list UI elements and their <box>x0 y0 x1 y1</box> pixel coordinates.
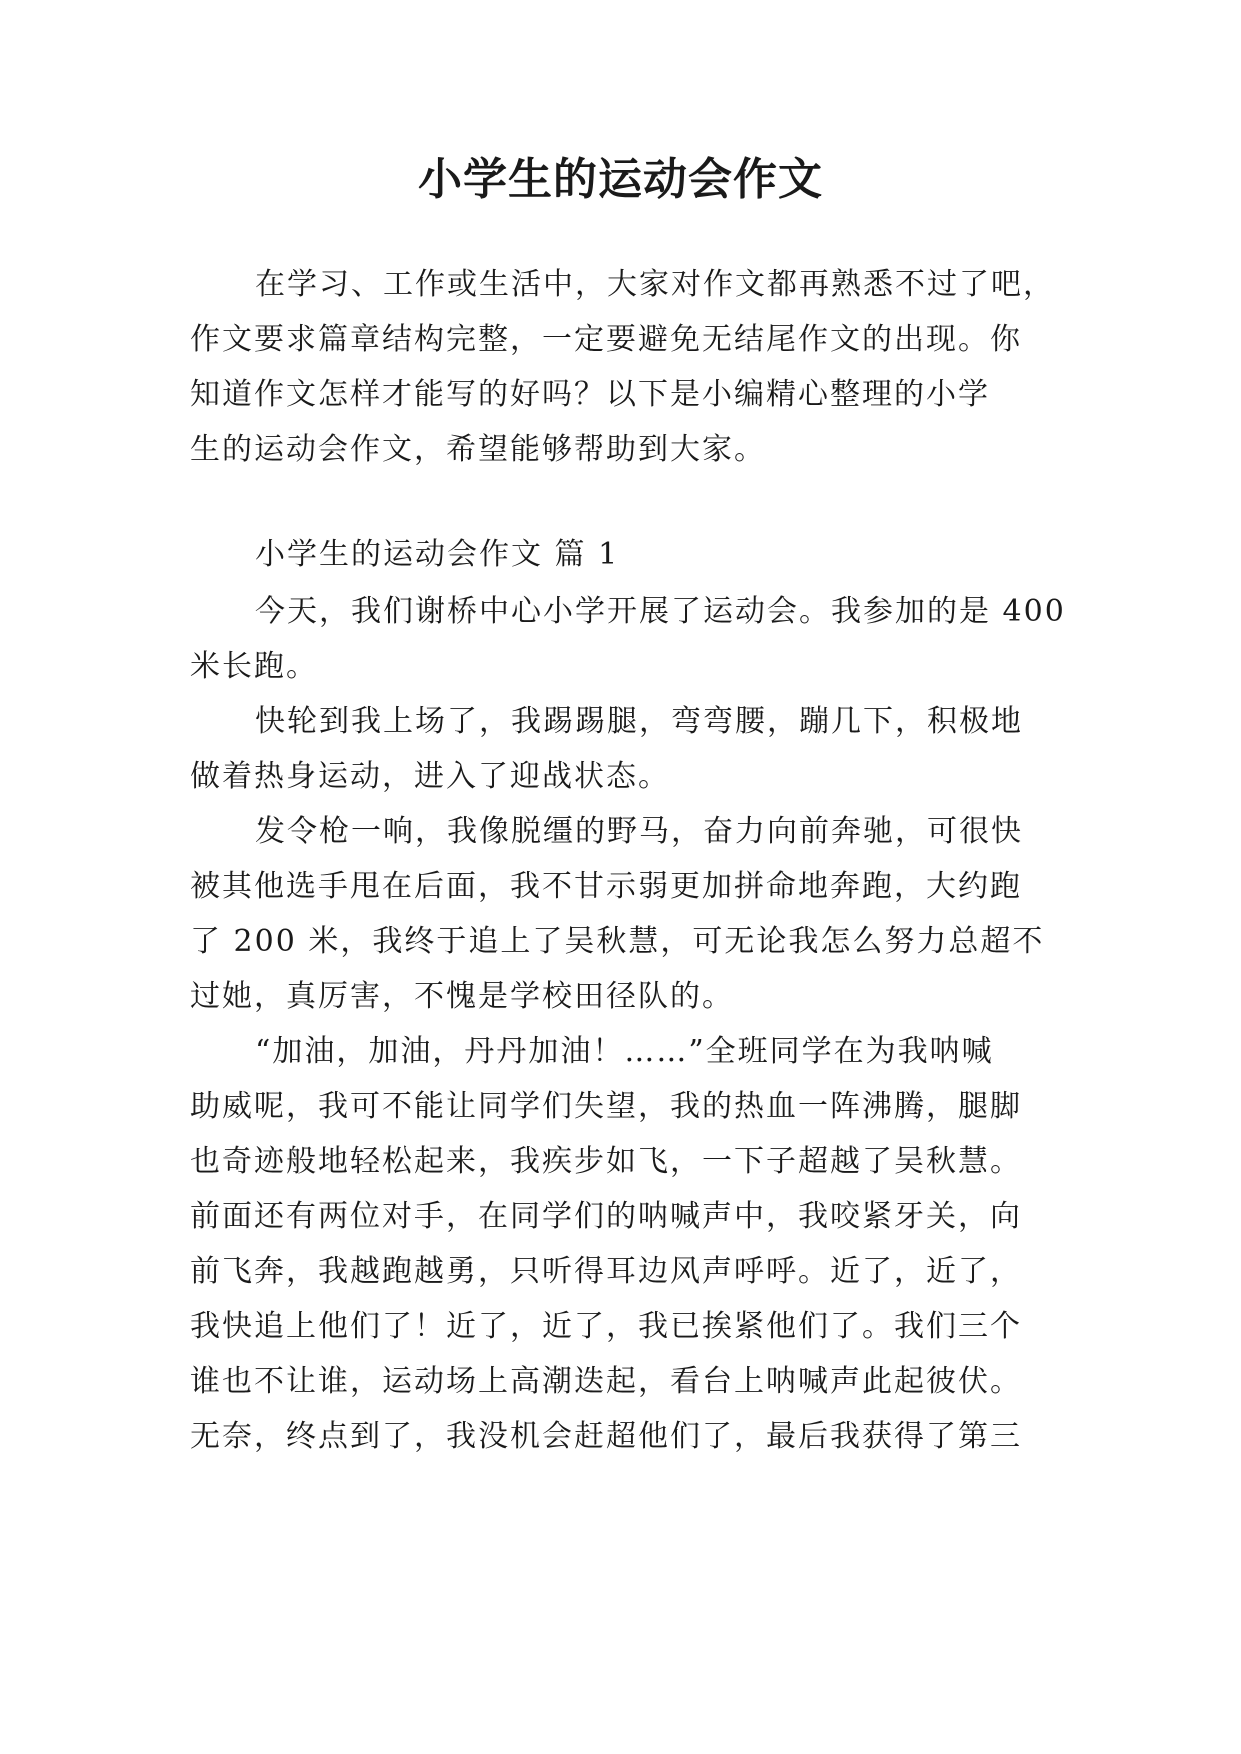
page-title: 小学生的运动会作文 <box>418 154 823 205</box>
text-line: 了 200 米，我终于追上了吴秋慧，可无论我怎么努力总超不 <box>190 924 1045 959</box>
text-line: 过她，真厉害，不愧是学校田径队的。 <box>190 979 734 1014</box>
text-line: 快轮到我上场了，我踢踢腿，弯弯腰，蹦几下，积极地 <box>255 704 1023 739</box>
text-line: 无奈，终点到了，我没机会赶超他们了，最后我获得了第三 <box>190 1419 1022 1454</box>
text-line: 谁也不让谁，运动场上高潮迭起，看台上呐喊声此起彼伏。 <box>190 1364 1022 1399</box>
text-line: 生的运动会作文，希望能够帮助到大家。 <box>190 432 766 467</box>
section-heading: 小学生的运动会作文 篇 1 <box>255 537 620 572</box>
text-line: 我快追上他们了！近了，近了，我已挨紧他们了。我们三个 <box>190 1309 1022 1344</box>
text-line: 作文要求篇章结构完整，一定要避免无结尾作文的出现。你 <box>190 322 1022 357</box>
text-line: 今天，我们谢桥中心小学开展了运动会。我参加的是 400 <box>255 594 1066 629</box>
text-line: 知道作文怎样才能写的好吗？以下是小编精心整理的小学 <box>190 377 990 412</box>
text-line: 前飞奔，我越跑越勇，只听得耳边风声呼呼。近了，近了， <box>190 1254 1022 1289</box>
text-line: 被其他选手甩在后面，我不甘示弱更加拼命地奔跑，大约跑 <box>190 869 1022 904</box>
text-line: “加油，加油，丹丹加油！……”全班同学在为我呐喊 <box>255 1034 994 1069</box>
text-line: 助威呢，我可不能让同学们失望，我的热血一阵沸腾，腿脚 <box>190 1089 1022 1124</box>
text-line: 发令枪一响，我像脱缰的野马，奋力向前奔驰，可很快 <box>255 814 1023 849</box>
text-line: 米长跑。 <box>190 649 318 684</box>
text-line: 前面还有两位对手，在同学们的呐喊声中，我咬紧牙关，向 <box>190 1199 1022 1234</box>
text-line: 也奇迹般地轻松起来，我疾步如飞，一下子超越了吴秋慧。 <box>190 1144 1022 1179</box>
text-line: 做着热身运动，进入了迎战状态。 <box>190 759 670 794</box>
text-line: 在学习、工作或生活中，大家对作文都再熟悉不过了吧， <box>255 267 1055 302</box>
